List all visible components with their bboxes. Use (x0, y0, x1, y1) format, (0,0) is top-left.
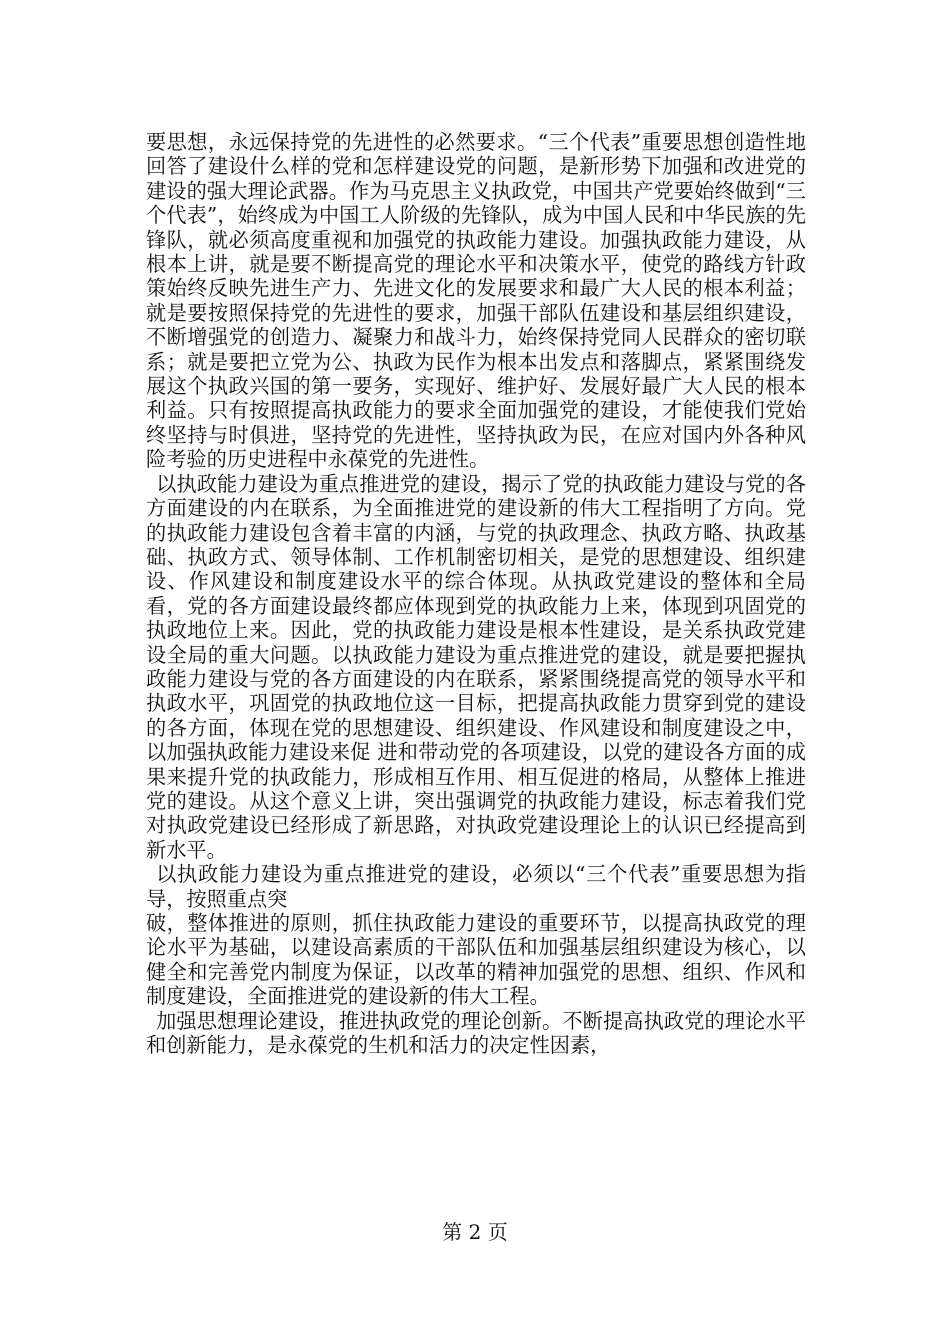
paragraph-1: 要思想，永远保持党的先进性的必然要求。“三个代表”重要思想创造性地回答了建设什么样的党和怎样建设党的问题，是新形势下加强和改进党的建设的强大理论武器。作为马克思主义执政党，中国共产党要始终做到“三个代表”，始终成为中国工人阶级的先锋队，成为中国人民和中华民族的先锋队，就必须高度重视和加强党的执政能力建设。加强执政能力建设，从根本上讲，就是要不断提高党的理论水平和决策水平，使党的路线方针政策始终反映先进生产力、先进文化的发展要求和最广大人民的根本利益；就是要按照保持党的先进性的要求，加强干部队伍建设和基层组织建设，不断增强党的创造力、凝聚力和战斗力，始终保持党同人民群众的密切联系；就是要把立党为公、执政为民作为根本出发点和落脚点，紧紧围绕发展这个执政兴国的第一要务，实现好、维护好、发展好最广大人民的根本利益。只有按照提高执政能力的要求全面加强党的建设，才能使我们党始终坚持与时俱进，坚持党的先进性，坚持执政为民，在应对国内外各种风险考验的历史进程中永葆党的先进性。 (146, 130, 806, 472)
paragraph-2: 以执政能力建设为重点推进党的建设，揭示了党的执政能力建设与党的各方面建设的内在联系，为全面推进党的建设新的伟大工程指明了方向。党的执政能力建设包含着丰富的内涵，与党的执政理念、执政方略、执政基础、执政方式、领导体制、工作机制密切相关，是党的思想建设、组织建设、作风建设和制度建设水平的综合体现。从执政党建设的整体和全局看，党的各方面建设最终都应体现到党的执政能力上来，体现到巩固党的执政地位上来。因此，党的执政能力建设是根本性建设，是关系执政党建设全局的重大问题。以执政能力建设为重点推进党的建设，就是要把握执政能力建设与党的各方面建设的内在联系，紧紧围绕提高党的领导水平和执政水平，巩固党的执政地位这一目标，把提高执政能力贯穿到党的建设的各方面，体现在党的思想建设、组织建设、作风建设和制度建设之中，以加强执政能力建设来促 进和带动党的各项建设，以党的建设各方面的成果来提升党的执政能力，形成相互作用、相互促进的格局，从整体上推进党的建设。从这个意义上讲，突出强调党的执政能力建设，标志着我们党对执政党建设已经形成了新思路，对执政党建设理论上的认识已经提高到新水平。 (146, 471, 806, 862)
paragraph-5: 加强思想理论建设，推进执政党的理论创新。不断提高执政党的理论水平和创新能力，是永葆党的生机和活力的决定性因素， (146, 1008, 806, 1058)
paragraph-4: 破，整体推进的原则，抓住执政能力建设的重要环节，以提高执政党的理论水平为基础，以建设高素质的干部队伍和加强基层组织建设为核心，以健全和完善党内制度为保证，以改革的精神加强党的思想、组织、作风和制度建设，全面推进党的建设新的伟大工程。 (146, 911, 806, 1009)
document-body (146, 130, 806, 1057)
page-number-footer: 第 2 页 (442, 1220, 508, 1244)
paragraph-3: 以执政能力建设为重点推进党的建设，必须以“三个代表”重要思想为指导，按照重点突 (146, 862, 806, 911)
